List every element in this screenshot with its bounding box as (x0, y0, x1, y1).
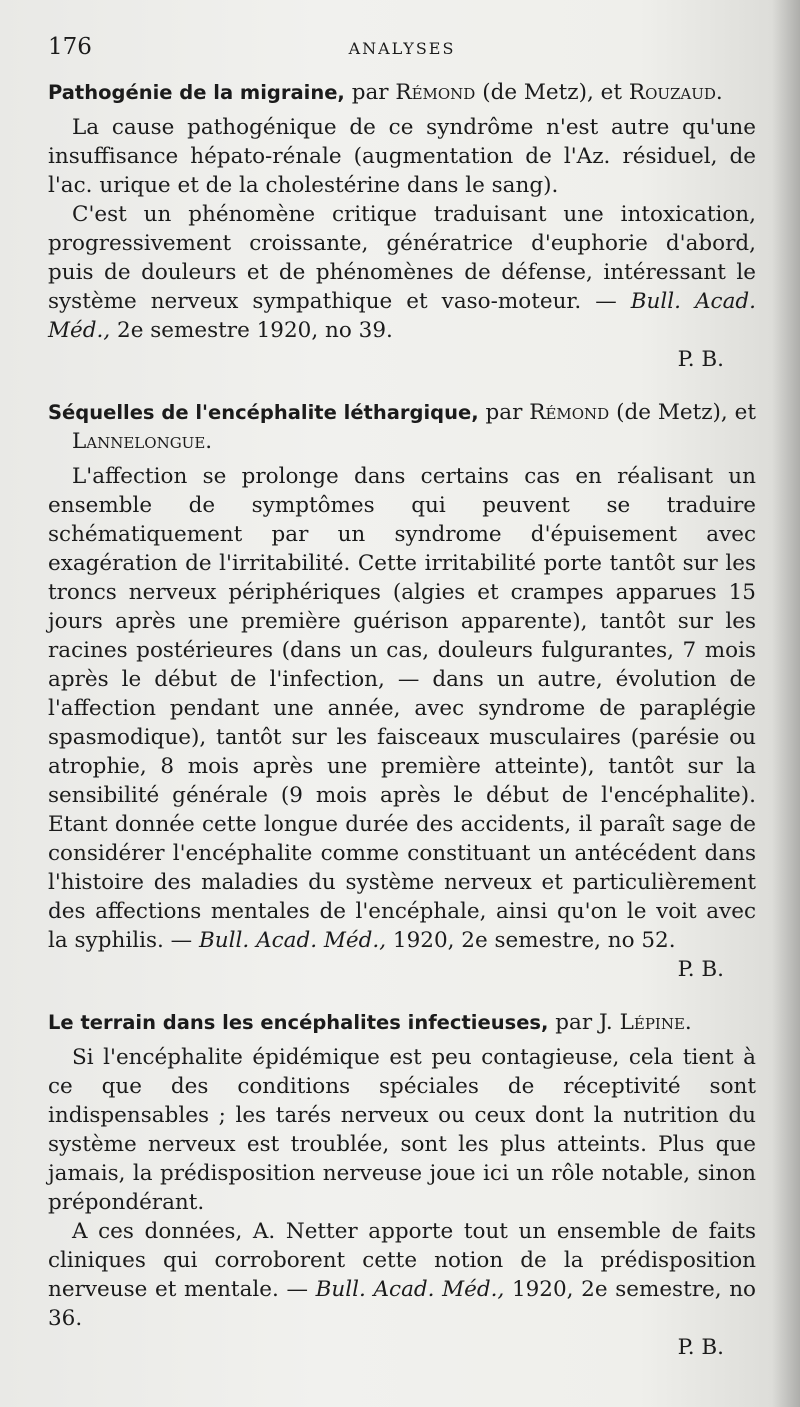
author-name: Lannelongue. (72, 429, 213, 454)
author-affiliation: (de Metz), et (616, 400, 756, 425)
journal-reference: Bull. Acad. Méd., (315, 1277, 505, 1302)
paragraph: Si l'encéphalite épidémique est peu contagieuse, cela tient à ce que des conditions spéciales de réceptivité sont indispensables ; les tarés nerveux ou ceux dont la nutrition du système nerveux est troublée, sont les plus atteints. Plus que jamais, la prédisposition nerveuse joue ici un rôle notable, sinon prépondérant. (48, 1045, 756, 1215)
paragraph (48, 200, 756, 345)
paragraph: La cause pathogénique de ce syndrôme n'est autre qu'une insuffisance hépato-rénale (augmentation de l'Az. résiduel, de l'ac. urique et de la cholestérine dans le sang). (48, 115, 756, 198)
running-title: ANALYSES (348, 39, 456, 58)
paragraph-text: L'affection se prolonge dans certains cas en réalisant un ensemble de symptômes qui peuvent se traduire schématiquement par un syndrome d'épuisement avec exagération de l'irritabilité. Cette irritabilité porte tantôt sur les troncs nerveux périphériques (algies et crampes apparues 15 jours après une première guérison apparente), tantôt sur les racines postérieures (dans un cas, douleurs fulgurantes, 7 mois après le début de l'infection, — dans un autre, évolution de l'affection pendant une année, avec syndrome de paraplégie spasmodique), tantôt sur les faisceaux musculaires (parésie ou atrophie, 8 mois après une première atteinte), tantôt sur la sensibilité générale (9 mois après le début de l'encéphalite). Etant donnée cette longue durée des accidents, il paraît sage de considérer l'encéphalite comme constituant un antécédent dans l'histoire des maladies du système nerveux et particulièrement des affections mentales de l'encéphale, ainsi qu'on le voit avec la syphilis. — (48, 464, 756, 953)
author-name: Lépine. (619, 1010, 692, 1035)
author-name: Rouzaud. (628, 80, 723, 105)
by-word: par (351, 80, 389, 105)
reference-details: 1920, 2e semestre, no 52. (392, 928, 676, 953)
author-name: Rémond (395, 80, 476, 105)
page-number: 176 (48, 34, 92, 60)
article-sequelles (48, 398, 756, 984)
article-terrain (48, 1008, 756, 1362)
running-head (48, 34, 756, 70)
journal-reference: Bull. Acad. Méd., (199, 928, 387, 953)
article-title: Le terrain dans les encéphalites infectieuses, (48, 1011, 549, 1034)
paragraph (48, 1217, 756, 1333)
paragraph (48, 462, 756, 955)
article-heading (48, 398, 756, 456)
signature: P. B. (677, 347, 724, 372)
article-heading (48, 1008, 756, 1037)
author-name: Rémond (529, 400, 610, 425)
article-title: Séquelles de l'encéphalite léthargique, (48, 401, 479, 424)
author-affiliation: (de Metz), et (482, 80, 623, 105)
reference-details: 2e semestre 1920, no 39. (117, 318, 393, 343)
signature: P. B. (677, 1335, 724, 1360)
by-word: par J. (555, 1010, 613, 1035)
article-migraine (48, 78, 756, 374)
paragraph-text: C'est un phénomène critique traduisant une intoxication, progressivement croissante, génératrice d'euphorie d'abord, puis de douleurs et de phénomènes de défense, intéressant le système nerveux sympathique et vaso-moteur. — (48, 202, 756, 314)
article-heading (48, 78, 756, 107)
by-word: par (485, 400, 523, 425)
article-title: Pathogénie de la migraine, (48, 81, 345, 104)
journal-reference: Bull. Acad. Méd., (48, 289, 756, 343)
paragraph-text: A ces données, A. Netter apporte tout un ensemble de faits cliniques qui corroborent cette notion de la prédisposition nerveuse et mentale. — (48, 1219, 756, 1302)
signature: P. B. (677, 957, 724, 982)
reference-details: 1920, 2e semestre, no 36. (48, 1277, 756, 1331)
